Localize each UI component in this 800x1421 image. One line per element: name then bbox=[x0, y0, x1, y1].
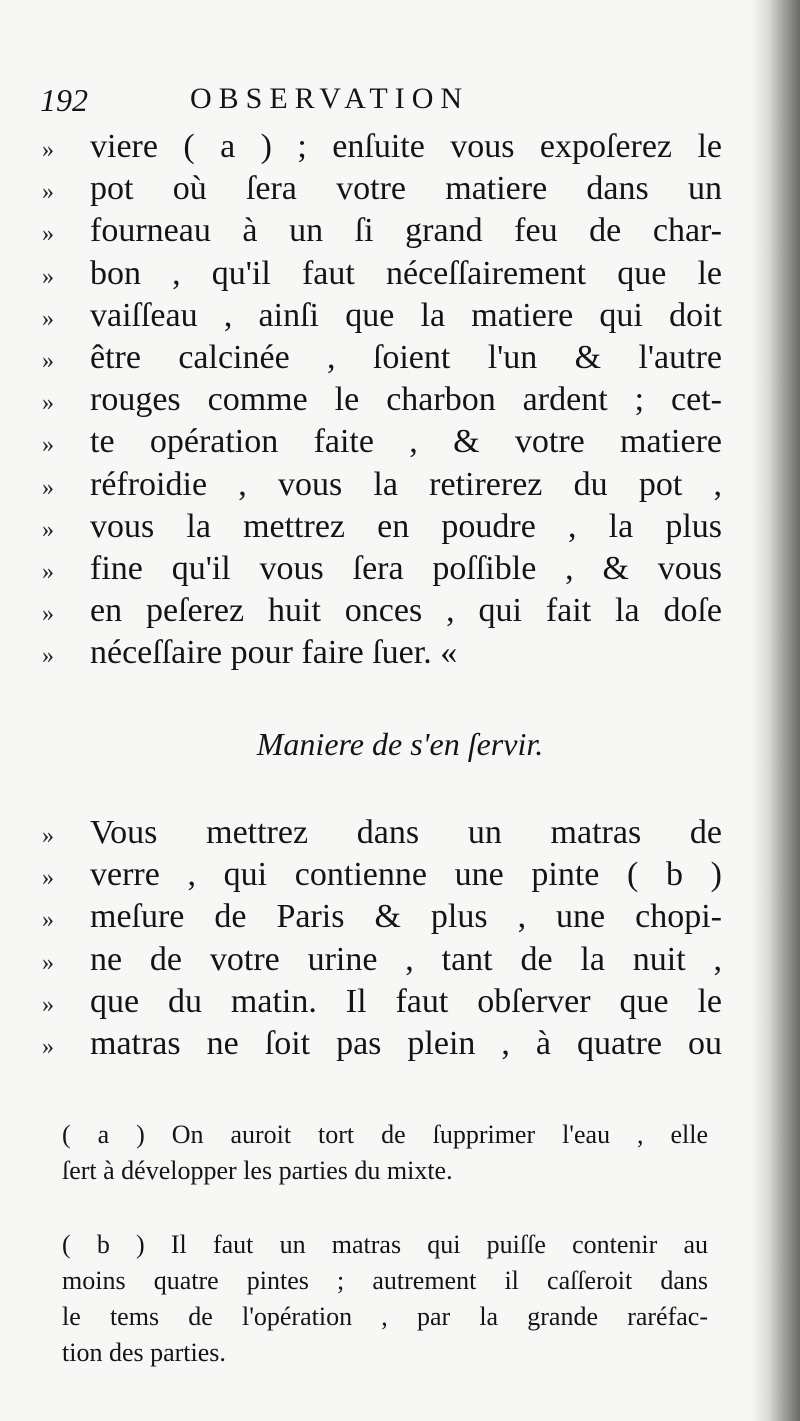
text-line bbox=[42, 1025, 722, 1067]
line-text: fourneau à un ſi grand feu de char- bbox=[90, 212, 722, 250]
quote-mark: » bbox=[42, 137, 54, 163]
line-text: néceſſaire pour faire ſuer. « bbox=[90, 634, 458, 672]
text-line bbox=[42, 550, 722, 592]
line-text: verre , qui contienne une pinte ( b ) bbox=[90, 856, 722, 894]
quote-mark: » bbox=[42, 991, 54, 1018]
footnote-a-line: ( a ) On auroit tort de ſupprimer l'eau , elle bbox=[62, 1120, 708, 1149]
line-text: que du matin. Il faut obſerver que le bbox=[90, 982, 722, 1020]
line-text: vous la mettrez en poudre , la plus bbox=[90, 507, 722, 545]
footnote-b-line: le tems de l'opération , par la grande raréfac- bbox=[62, 1302, 708, 1331]
text-line bbox=[42, 339, 722, 381]
footnote-b-line: ( b ) Il faut un matras qui puiſſe contenir au bbox=[62, 1230, 708, 1259]
line-text: vaiſſeau , ainſi que la matiere qui doit bbox=[90, 296, 722, 334]
quote-mark: » bbox=[42, 516, 54, 543]
text-line bbox=[42, 634, 722, 676]
binding-gutter bbox=[752, 0, 800, 1421]
footnotes bbox=[62, 1120, 708, 1374]
quote-mark: » bbox=[42, 601, 54, 628]
line-text: réfroidie , vous la retirerez du pot , bbox=[90, 465, 722, 503]
page-number: 192 bbox=[40, 82, 88, 118]
line-text: meſure de Paris & plus , une chopi- bbox=[90, 898, 722, 936]
text-line bbox=[42, 212, 722, 254]
quote-mark: » bbox=[42, 558, 54, 585]
line-text: Vous mettrez dans un matras de bbox=[90, 814, 722, 851]
line-text: viere ( a ) ; enſuite vous expoſerez le bbox=[90, 128, 722, 165]
running-head: OBSERVATION bbox=[190, 82, 470, 115]
quote-mark: » bbox=[42, 305, 54, 332]
line-text: bon , qu'il faut néceſſairement que le bbox=[90, 254, 722, 292]
text-line bbox=[42, 898, 722, 940]
text-line bbox=[42, 381, 722, 423]
text-line bbox=[42, 983, 722, 1025]
quote-mark: » bbox=[42, 949, 54, 976]
text-line bbox=[42, 592, 722, 634]
quote-mark: » bbox=[42, 865, 54, 892]
line-text: matras ne ſoit pas plein , à quatre ou bbox=[90, 1024, 722, 1062]
quote-mark: » bbox=[42, 390, 54, 417]
page-header bbox=[40, 82, 740, 122]
text-line bbox=[42, 508, 722, 550]
line-text: rouges comme le charbon ardent ; cet- bbox=[90, 381, 722, 419]
paragraph-2 bbox=[42, 814, 722, 1067]
footnote-b-line: moins quatre pintes ; autrement il caſſeroit dans bbox=[62, 1266, 708, 1295]
text-line bbox=[42, 941, 722, 983]
quote-mark: » bbox=[42, 474, 54, 501]
quote-mark: » bbox=[42, 823, 54, 849]
text-line bbox=[42, 466, 722, 508]
quote-mark: » bbox=[42, 347, 54, 374]
text-line bbox=[42, 814, 722, 856]
footnote-a-line: ſert à développer les parties du mixte. bbox=[62, 1156, 453, 1185]
quote-mark: » bbox=[42, 907, 54, 934]
line-text: fine qu'il vous ſera poſſible , & vous bbox=[90, 549, 722, 587]
text-line bbox=[42, 128, 722, 170]
line-text: ne de votre urine , tant de la nuit , bbox=[90, 940, 722, 978]
text-line bbox=[42, 170, 722, 212]
quote-mark: » bbox=[42, 1033, 54, 1060]
quote-mark: » bbox=[42, 221, 54, 248]
footnote-spacer bbox=[62, 1192, 708, 1230]
footnote-b-line: tion des parties. bbox=[62, 1338, 226, 1367]
line-text: pot où ſera votre matiere dans un bbox=[90, 170, 722, 208]
text-line bbox=[42, 423, 722, 465]
paragraph-1 bbox=[42, 128, 722, 676]
section-heading: Maniere de s'en ſervir. bbox=[256, 726, 544, 762]
text-line bbox=[42, 255, 722, 297]
line-text: être calcinée , ſoient l'un & l'autre bbox=[90, 338, 722, 376]
quote-mark: » bbox=[42, 179, 54, 206]
quote-mark: » bbox=[42, 643, 54, 670]
line-text: te opération faite , & votre matiere bbox=[90, 423, 722, 461]
text-line bbox=[42, 856, 722, 898]
text-line bbox=[42, 297, 722, 339]
quote-mark: » bbox=[42, 432, 54, 459]
line-text: en peſerez huit onces , qui fait la doſe bbox=[90, 592, 722, 630]
quote-mark: » bbox=[42, 263, 54, 290]
